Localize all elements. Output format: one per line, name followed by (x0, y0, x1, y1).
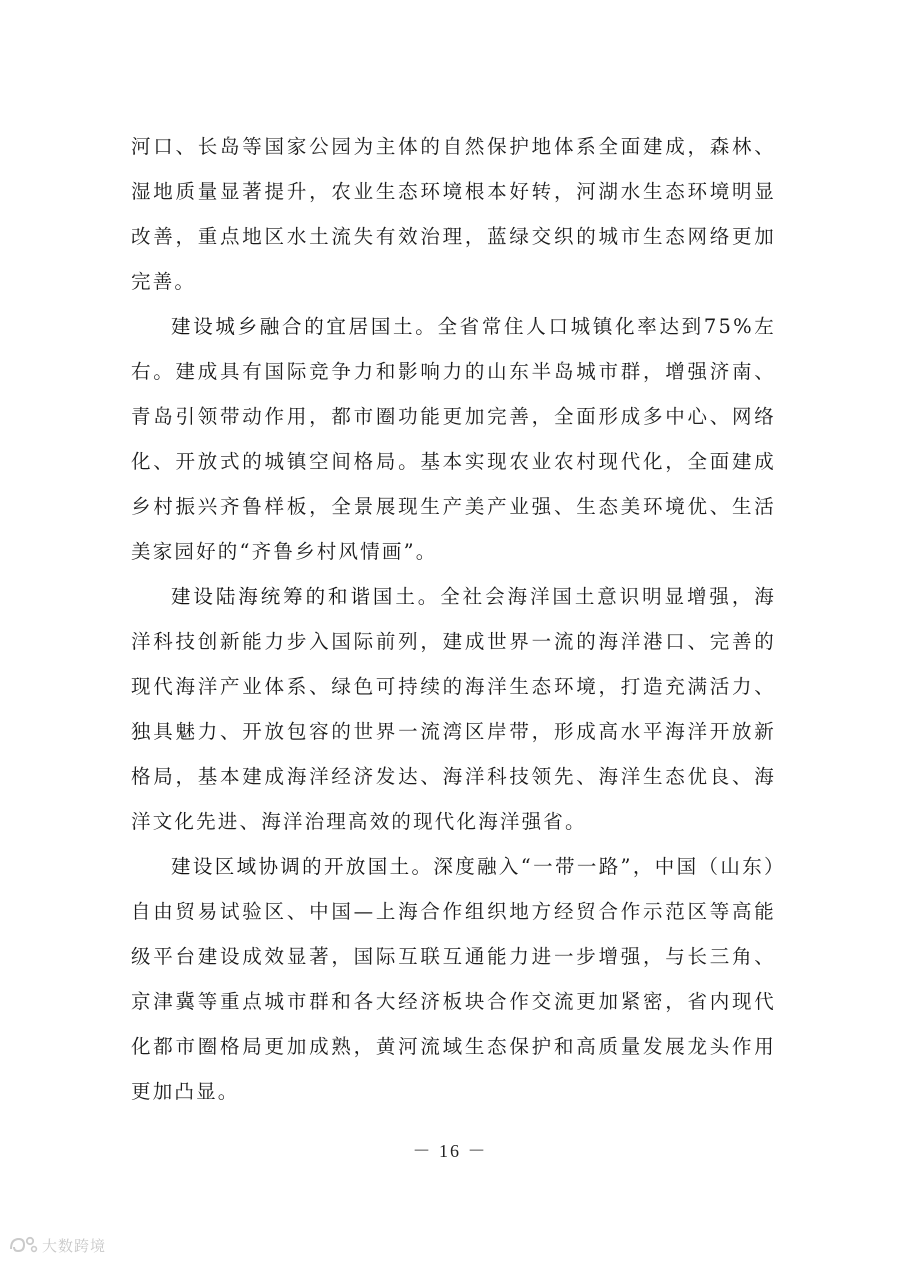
paragraph-1-body: 河口、长岛等国家公园为主体的自然保护地体系全面建成，森林、湿地质量显著提升，农业生态环境根本好转，河湖水生态环境明显改善，重点地区水土流失有效治理，蓝绿交织的城市生态网络更加完善。 (131, 135, 776, 293)
paragraph-4 (131, 844, 776, 1114)
brand-logo-icon (8, 1234, 38, 1256)
paragraph-4-lead: 建设区域协调的开放国土。 (171, 855, 434, 878)
paragraph-3 (131, 574, 776, 844)
paragraph-3-lead: 建设陆海统筹的和谐国土。 (171, 585, 441, 608)
page-number: － 16 － (412, 1141, 488, 1161)
watermark (8, 1234, 106, 1256)
paragraph-4-body: 深度融入“一带一路”，中国（山东）自由贸易试验区、中国—上海合作组织地方经贸合作示范区等高能级平台建设成效显著，国际互联互通能力进一步增强，与长三角、京津冀等重点城市群和各大经济板块合作交流更加紧密，省内现代化都市圈格局更加成熟，黄河流域生态保护和高质量发展龙头作用更加凸显。 (131, 855, 777, 1103)
paragraph-2-lead: 建设城乡融合的宜居国土。 (171, 315, 438, 338)
paragraph-3-body: 全社会海洋国土意识明显增强，海洋科技创新能力步入国际前列，建成世界一流的海洋港口、完善的现代海洋产业体系、绿色可持续的海洋生态环境，打造充满活力、独具魅力、开放包容的世界一流湾区岸带，形成高水平海洋开放新格局，基本建成海洋经济发达、海洋科技领先、海洋生态优良、海洋文化先进、海洋治理高效的现代化海洋强省。 (131, 585, 776, 833)
paragraph-1 (131, 124, 776, 304)
paragraph-2-body: 全省常住人口城镇化率达到75%左右。建成具有国际竞争力和影响力的山东半岛城市群，增强济南、青岛引领带动作用，都市圈功能更加完善，全面形成多中心、网络化、开放式的城镇空间格局。基本实现农业农村现代化，全面建成乡村振兴齐鲁样板，全景展现生产美产业强、生态美环境优、生活美家园好的“齐鲁乡村风情画”。 (131, 315, 777, 563)
document-body (131, 124, 776, 1114)
paragraph-2 (131, 304, 776, 574)
watermark-text: 大数跨境 (42, 1236, 107, 1255)
